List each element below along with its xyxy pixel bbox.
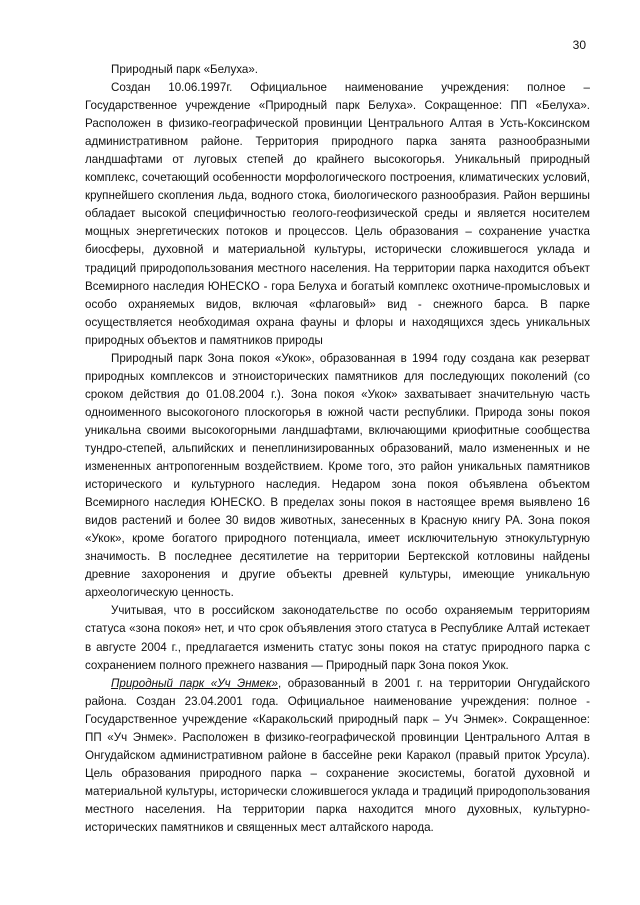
section-title-beluha: Природный парк «Белуха».: [111, 63, 259, 76]
paragraph-uch-enmek: [85, 675, 590, 837]
section-title-uch-enmek: Природный парк «Уч Энмек»: [111, 676, 278, 690]
paragraph-ukok: Природный парк Зона покоя «Укок», образованная в 1994 году создана как резерват природных комплексов и этноисторических памятников для последующих поколений (со сроком действия до 01.08.2004 г.). Зона покоя «Укок» захватывает значительную часть одноименного высокогоного плоскогорья в южной части республики. Природа зоны покоя уникальна своими высокогорными ландшафтами, включающими криофитные сообщества тундро-степей, альпийских и пенеплинизированных образований, мало измененных и не измененных антропогенным воздействием. Кроме того, это район уникальных памятников исторического и культурного наследия. Недаром зона покоя объявлена объектом Всемирного наследия ЮНЕСКО. В пределах зоны покоя в настоящее время выявлено 16 видов растений и более 30 видов животных, занесенных в Красную книгу РА. Зона покоя «Укок», кроме богатого природного потенциала, имеет исключительную этнокультурную значимость. В последнее десятилетие на территории Бертекской котловины найдены древние захоронения и другие объекты древней культуры, имеющие уникальную археологическую ценность.: [85, 351, 590, 600]
document-body: [85, 61, 590, 837]
page-number: 30: [572, 38, 586, 52]
paragraph-beluha: Создан 10.06.1997г. Официальное наименование учреждения: полное – Государственное учреждение «Природный парк Белуха». Сокращенное: ПП «Белуха». Расположен в физико-географической провинции Центрального Алтая в Усть-Коксинском административном районе. Территория природного парка занята разнообразными ландшафтами от луговых степей до крайнего высокогорья. Уникальный природный комплекс, сочетающий особенности морфологического построения, климатических условий, крупнейшего скопления льда, водного стока, биологического разнообразия. Район вершины обладает высокой специфичностью геолого-геофизической среды и является носителем мощных энергетических потоков и процессов. Цель образования – сохранение участка биосферы, духовной и материальной культуры, исторически сложившегося уклада и традиций природопользования местного населения. На территории парка находится объект Всемирного наследия ЮНЕСКО - гора Белуха и богатый комплекс охотниче-промысловых и особо охраняемых видов, включая «флаговый» вид - снежного барса. В парке осуществляется необходимая охрана фауны и флоры и находящихся здесь уникальных природных объектов и памятников природы: [85, 81, 590, 347]
paragraph-uch-enmek-text: , образованный в 2001 г. на территории Онгудайского района. Создан 23.04.2001 года. Официальное наименование учреждения: полное - Государственное учреждение «Каракольский природный парк – Уч Энмек». Сокращенное: ПП «Уч Энмек». Расположен в физико-географической провинции Центрального Алтая в Онгудайском административном районе в бассейне реки Каракол (правый приток Урсула). Цель образования природного парка – сохранение экосистемы, богатой духовной и материальной культуры, исторически сложившегося уклада и традиций природопользования местного населения. На территории парка находится много духовных, культурно-исторических памятников и священных мест алтайского народа.: [85, 676, 590, 834]
paragraph-status-note: Учитывая, что в российском законодательстве по особо охраняемым территориям статуса «зона покоя» нет, и что срок объявления этого статуса в Республике Алтай истекает в августе 2004 г., предлагается изменить статус зоны покоя на статус природного парка с сохранением полного прежнего названия — Природный парк Зона покоя Укок.: [85, 604, 590, 672]
